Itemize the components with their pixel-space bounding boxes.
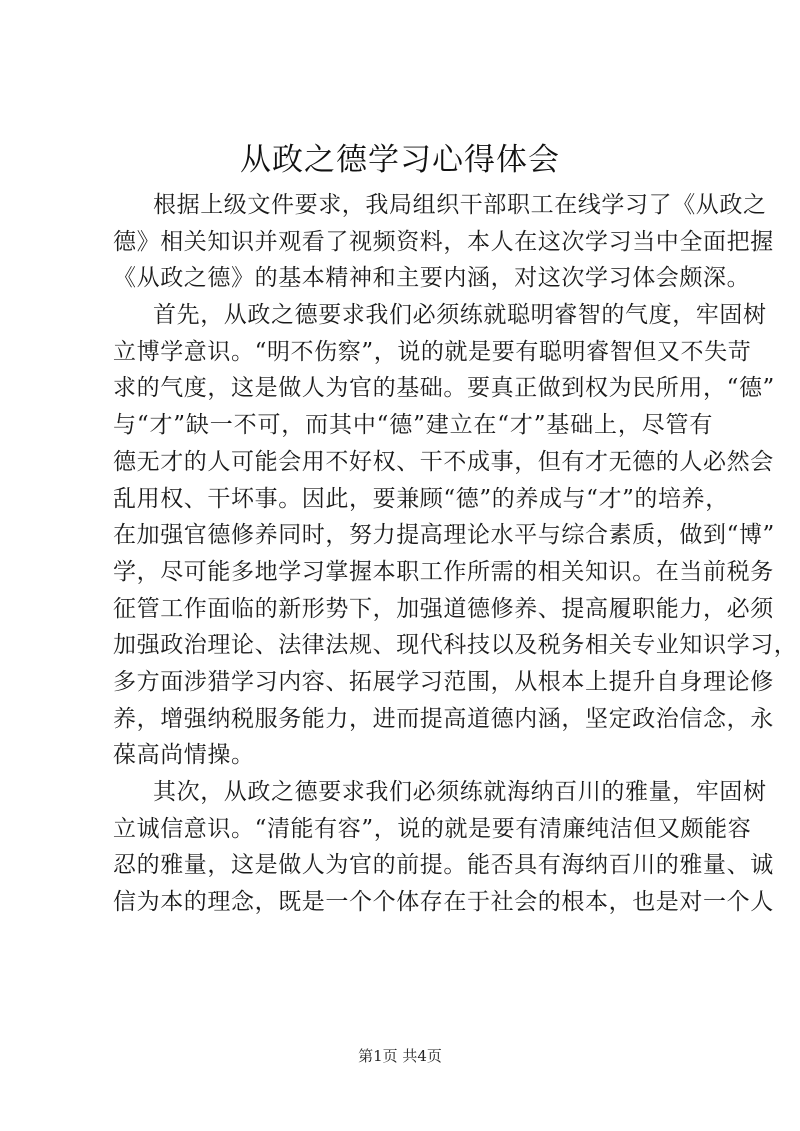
document-body	[113, 187, 798, 921]
text-line: 《从政之德》的基本精神和主要内涵，对这次学习体会颇深。	[113, 265, 751, 292]
text-line: 与“才”缺一不可，而其中“德”建立在“才”基础上，尽管有	[113, 412, 713, 439]
text-line: 多方面涉猎学习内容、拓展学习范围，从根本上提升自身理论修	[113, 668, 774, 695]
text-line: 学，尽可能多地学习掌握本职工作所需的相关知识。在当前税务	[113, 558, 774, 585]
text-line: 立博学意识。“明不伤察”，说的就是要有聪明睿智但又不失苛	[113, 338, 752, 365]
text-line: 征管工作面临的新形势下，加强道德修养、提高履职能力，必须	[113, 595, 774, 622]
text-line: 信为本的理念，既是一个个体存在于社会的根本，也是对一个人	[113, 889, 774, 916]
text-line: 德无才的人可能会用不好权、干不成事，但有才无德的人必然会	[113, 448, 774, 475]
paragraph-3	[113, 774, 774, 921]
text-line: 德》相关知识并观看了视频资料，本人在这次学习当中全面把握	[113, 228, 774, 255]
text-line: 葆高尚情操。	[113, 742, 255, 769]
text-line: 乱用权、干坏事。因此，要兼顾“德”的养成与“才”的培养，	[113, 485, 729, 512]
page-footer: 第1页 共4页	[358, 1047, 442, 1065]
document-title: 从政之德学习心得体会	[240, 142, 560, 178]
text-line: 忍的雅量，这是做人为官的前提。能否具有海纳百川的雅量、诚	[113, 852, 774, 879]
text-line: 求的气度，这是做人为官的基础。要真正做到权为民所用，“德”	[113, 375, 775, 402]
text-line: 在加强官德修养同时，努力提高理论水平与综合素质，做到“博”	[113, 522, 775, 549]
text-line: 养，增强纳税服务能力，进而提高道德内涵，坚定政治信念，永	[113, 705, 774, 732]
paragraph-2	[113, 297, 798, 774]
paragraph-1	[113, 187, 774, 297]
text-line: 加强政治理论、法律法规、现代科技以及税务相关专业知识学习，	[113, 632, 798, 659]
text-line: 首先，从政之德要求我们必须练就聪明睿智的气度，牢固树	[153, 302, 767, 329]
text-line: 立诚信意识。“清能有容”，说的就是要有清廉纯洁但又颇能容	[113, 815, 752, 842]
text-line: 其次，从政之德要求我们必须练就海纳百川的雅量，牢固树	[153, 779, 767, 805]
text-line: 根据上级文件要求，我局组织干部职工在线学习了《从政之	[153, 192, 767, 218]
